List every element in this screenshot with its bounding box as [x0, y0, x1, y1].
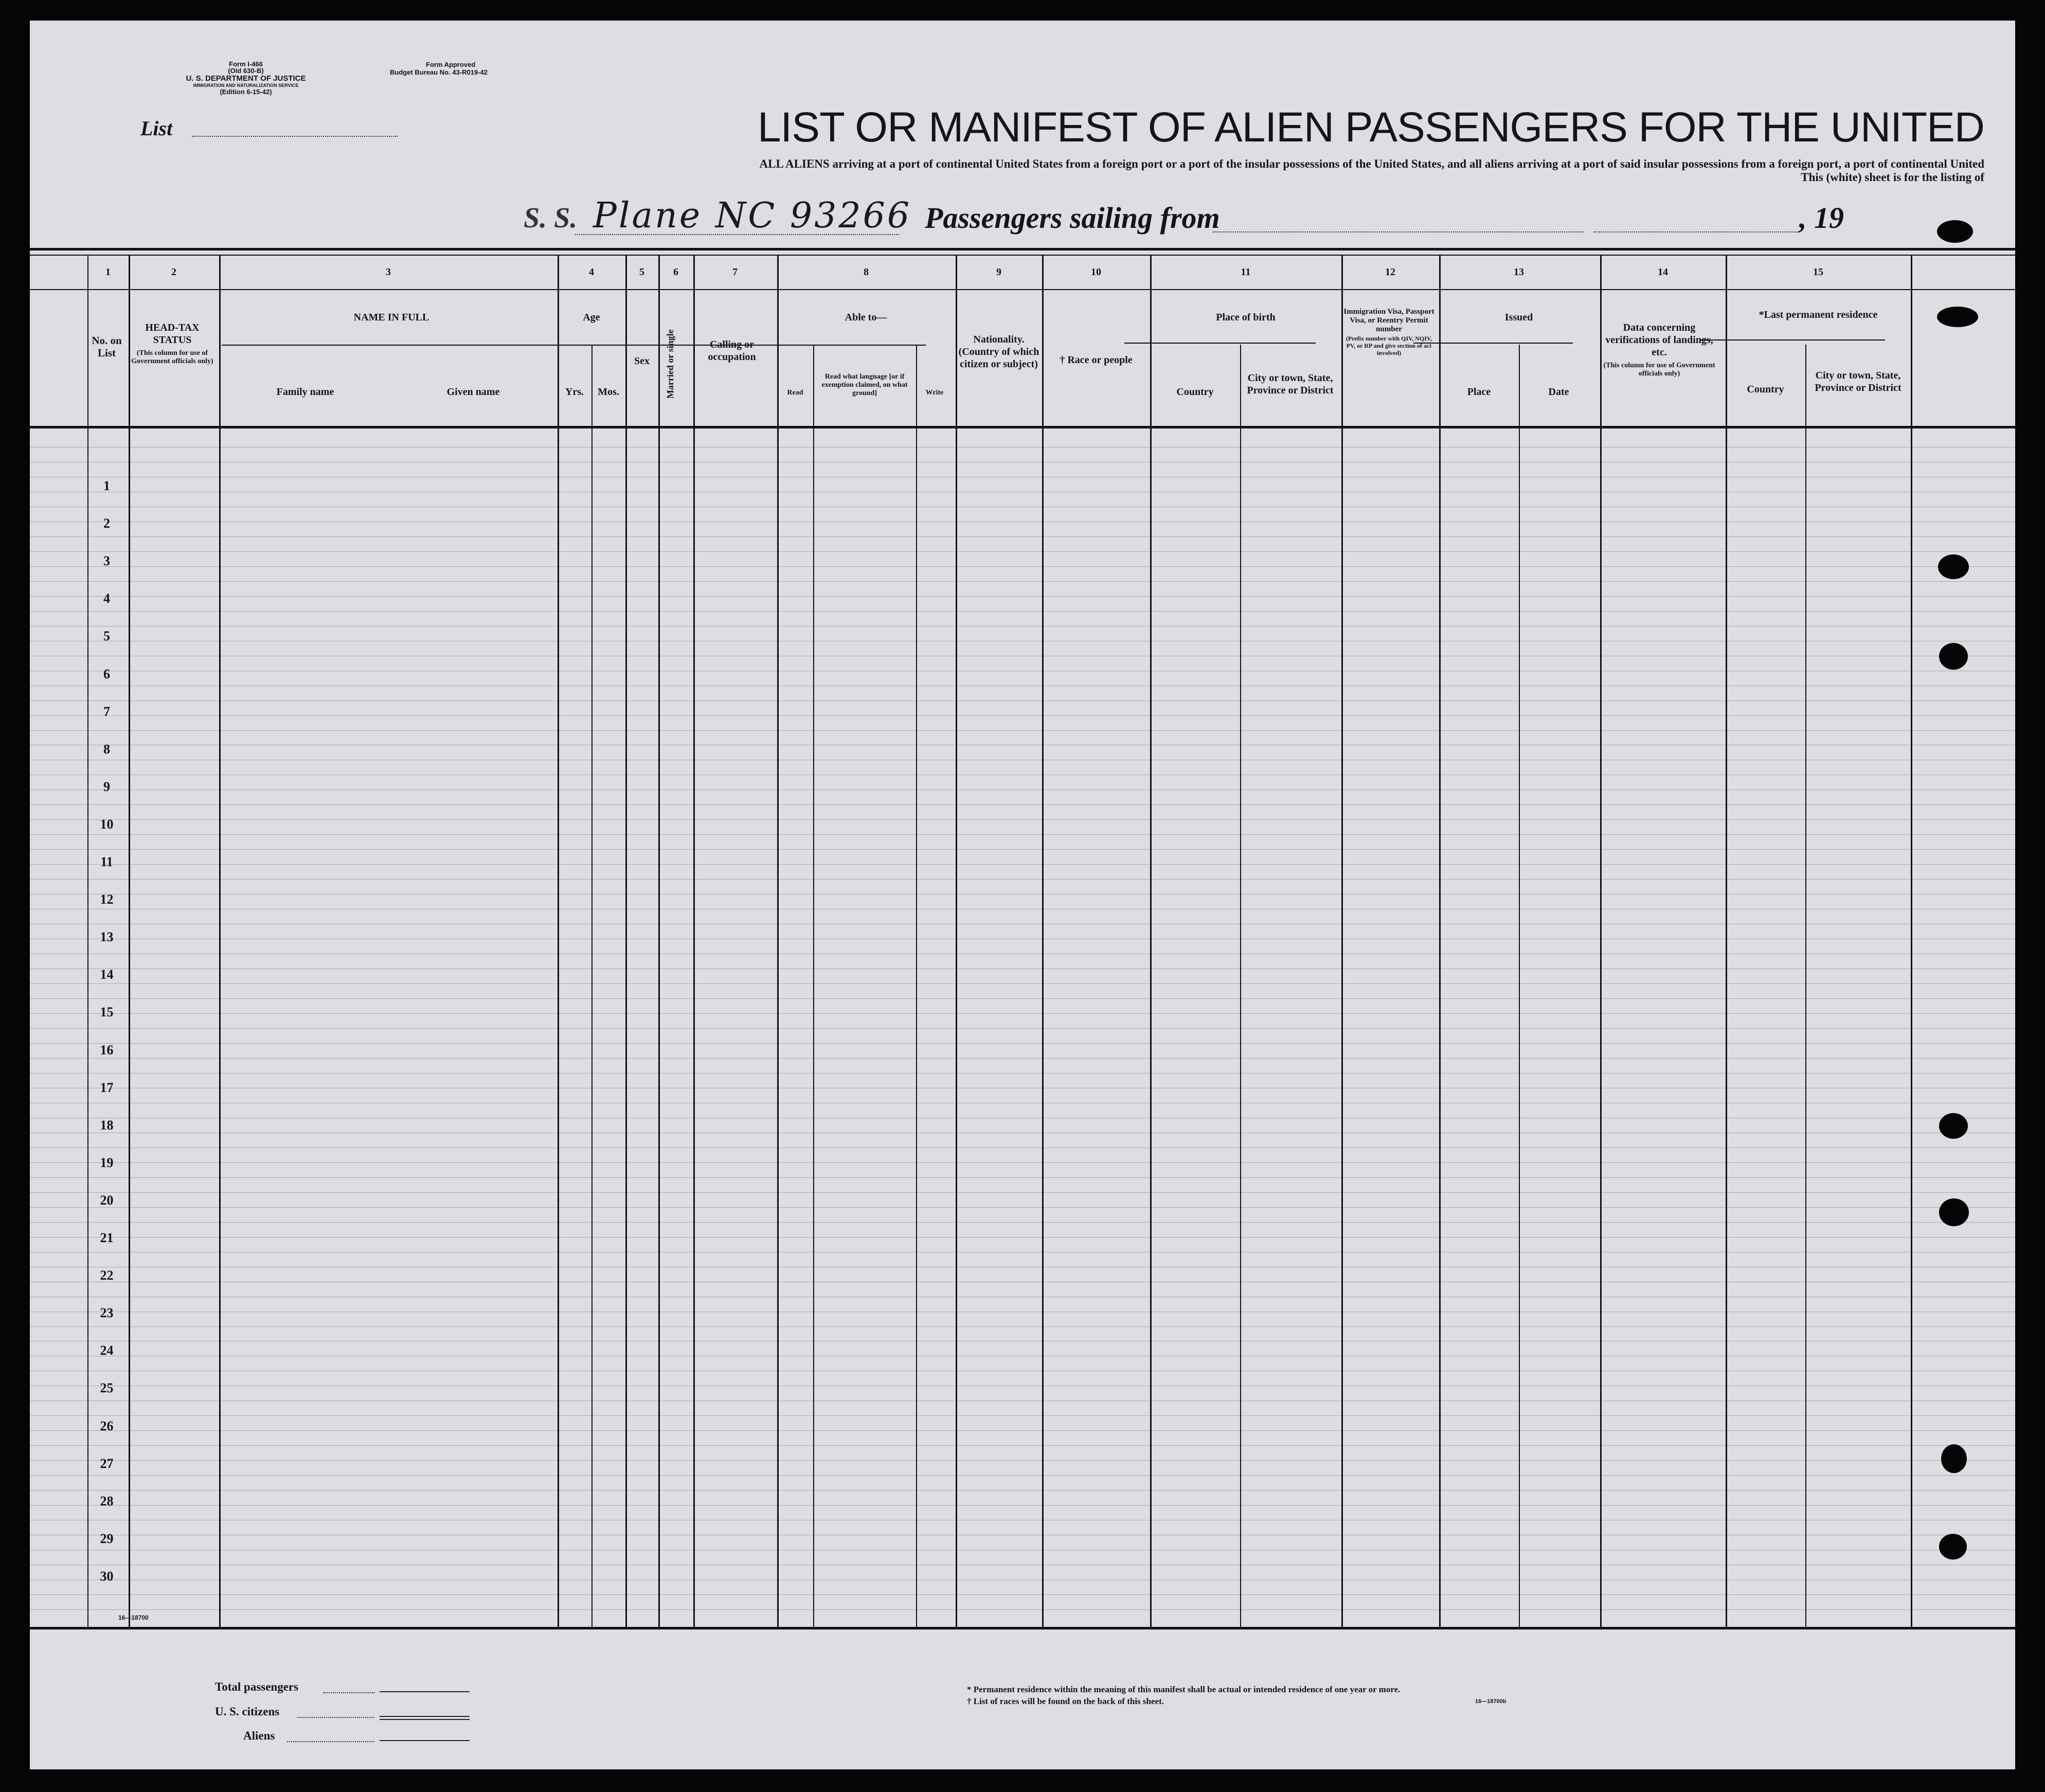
aliens-field[interactable] [380, 1740, 470, 1741]
column-number: 9 [996, 266, 1001, 278]
row-number: 13 [100, 929, 114, 945]
column-rule [1240, 345, 1241, 1628]
row-rule [30, 1013, 2015, 1014]
row-number: 18 [100, 1117, 114, 1133]
header-read: Read [787, 389, 803, 397]
row-rule [30, 730, 2015, 731]
row-rule [30, 1460, 2015, 1461]
table-bottom-rule [30, 1627, 2015, 1629]
punch-hole [1938, 554, 1969, 579]
header-bottom-rule [30, 426, 2015, 428]
header-married: Married or single [665, 329, 675, 399]
header-able-to: Able to— [845, 312, 887, 323]
header-res-city: City or town, State, Province or District [1815, 370, 1902, 393]
row-rule [30, 1237, 2015, 1238]
table-top-rule [30, 248, 2015, 250]
birth-header-rule [1124, 343, 1316, 344]
row-rule [30, 849, 2015, 850]
column-number: 13 [1514, 266, 1524, 278]
row-rule [30, 596, 2015, 597]
approval-block [390, 61, 544, 76]
row-rule [30, 566, 2015, 567]
row-rule [30, 1415, 2015, 1416]
row-number: 3 [103, 553, 110, 569]
row-number: 12 [100, 892, 114, 907]
department-name: U. S. DEPARTMENT OF JUSTICE [186, 74, 306, 83]
row-number: 24 [100, 1343, 114, 1358]
header-nationality: Nationality. (Country of which citizen or subject) [958, 334, 1039, 370]
header-sex: Sex [634, 355, 650, 367]
column-number: 11 [1241, 266, 1251, 278]
us-citizens-field[interactable] [380, 1716, 470, 1717]
column-rule [1600, 256, 1602, 1628]
aliens-label: Aliens [243, 1729, 275, 1742]
manifest-subtitle-line2: This (white) sheet is for the listing of [1801, 171, 1984, 184]
row-number: 17 [100, 1080, 114, 1095]
column-number: 12 [1385, 266, 1395, 278]
form-old-number: (Old 630-B) [228, 67, 264, 75]
header-write: Write [925, 389, 944, 397]
row-number: 6 [103, 666, 110, 682]
row-number: 2 [103, 516, 110, 531]
service-name: IMMIGRATION AND NATURALIZATION SERVICE [193, 83, 299, 88]
header-family-name: Family name [276, 386, 334, 398]
row-rule [30, 879, 2015, 880]
header-issued-place: Place [1467, 386, 1491, 398]
punch-hole [1939, 643, 1968, 670]
sailing-from-field[interactable] [1213, 231, 1583, 232]
us-citizens-label: U. S. citizens [215, 1705, 280, 1718]
row-rule [30, 1177, 2015, 1178]
row-number: 28 [100, 1493, 114, 1509]
row-number: 25 [100, 1381, 114, 1396]
column-number: 1 [105, 266, 111, 278]
manifest-sheet [30, 21, 2015, 1769]
form-edition: (Edition 6-15-42) [220, 88, 272, 96]
row-rule [30, 834, 2015, 835]
column-rule [1726, 256, 1727, 1628]
column-rule [1911, 256, 1912, 1628]
form-number: Form I-466 [229, 60, 263, 68]
header-birth-city: City or town, State, Province or District [1247, 372, 1334, 396]
column-rule [813, 345, 814, 1628]
row-number: 8 [103, 741, 110, 757]
column-rule [129, 256, 130, 1628]
table-top-thin-rule [30, 255, 2015, 256]
header-issued-date: Date [1548, 386, 1569, 398]
row-number: 4 [103, 591, 110, 606]
row-rule [30, 581, 2015, 582]
us-citizens-leader [297, 1717, 374, 1718]
header-place-of-birth: Place of birth [1216, 312, 1276, 323]
row-number: 14 [100, 967, 114, 982]
row-rule [30, 536, 2015, 537]
header-verification: Data concerning verifications of landings, etc. [1605, 322, 1713, 358]
row-number: 16 [100, 1042, 114, 1058]
column-rule [658, 256, 660, 1628]
row-rule [30, 611, 2015, 612]
column-rule [1150, 256, 1152, 1628]
column-number: 5 [639, 266, 644, 278]
year-prefix: , 19 [1799, 201, 1844, 235]
able-header-rule [751, 345, 926, 346]
row-rule [30, 1222, 2015, 1223]
header-no-on-list: No. on List [92, 334, 122, 359]
header-read-language: Read what language [or if exemption claimed, on what ground] [821, 373, 908, 397]
budget-number: Budget Bureau No. 43-R019-42 [390, 68, 488, 76]
total-passengers-field[interactable] [380, 1691, 470, 1692]
header-issued: Issued [1504, 312, 1533, 323]
row-rule [30, 1505, 2015, 1506]
column-rule [1042, 256, 1044, 1628]
row-rule [30, 1162, 2015, 1163]
footnote-races: † List of races will be found on the back of this sheet. [967, 1696, 1164, 1706]
row-number: 30 [100, 1569, 114, 1584]
punch-hole [1939, 1534, 1967, 1560]
header-verification-block [1600, 321, 1718, 378]
form-approved: Form Approved [426, 61, 476, 68]
row-rule [30, 1490, 2015, 1491]
header-name-in-full: NAME IN FULL [353, 312, 429, 323]
column-rule [1519, 345, 1520, 1628]
header-age: Age [583, 312, 600, 323]
form-info-block [143, 61, 349, 95]
row-number: 10 [100, 816, 114, 832]
punch-hole [1939, 1113, 1968, 1139]
row-rule [30, 1028, 2015, 1029]
header-head-tax: HEAD-TAX STATUS [145, 322, 200, 346]
header-head-tax-block [129, 321, 216, 366]
column-rule [219, 256, 221, 1628]
column-rule [558, 256, 559, 1628]
row-number: 9 [103, 779, 110, 794]
header-last-residence: *Last permanent residence [1759, 309, 1878, 320]
residence-header-rule [1700, 339, 1885, 341]
column-rule [916, 345, 917, 1628]
row-rule [30, 819, 2015, 820]
row-rule [30, 1445, 2015, 1446]
column-rule [1439, 256, 1441, 1628]
row-rule [30, 551, 2015, 552]
header-verification-note: (This column for use of Government officials only) [1603, 362, 1715, 378]
row-number: 27 [100, 1456, 114, 1471]
header-head-tax-note: (This column for use of Government officials only) [131, 349, 213, 365]
row-rule [30, 1594, 2015, 1595]
column-number: 3 [386, 266, 391, 278]
row-number: 1 [103, 478, 110, 493]
row-number: 15 [100, 1005, 114, 1020]
column-number: 14 [1658, 266, 1668, 278]
row-number: 26 [100, 1418, 114, 1433]
column-number-rule [30, 289, 2015, 290]
row-number: 21 [100, 1230, 114, 1246]
row-rule [30, 715, 2015, 716]
row-rule [30, 998, 2015, 999]
row-rule [30, 1192, 2015, 1193]
column-rule [1805, 345, 1806, 1628]
form-code: 16—18700 [118, 1614, 149, 1621]
row-rule [30, 1058, 2015, 1059]
row-rule [30, 1430, 2015, 1431]
column-number: 7 [732, 266, 738, 278]
row-number: 23 [100, 1305, 114, 1321]
header-race: † Race or people [1060, 354, 1133, 366]
vessel-handwritten-name: Plane NC 93266 [593, 195, 912, 236]
header-calling: Calling or occupation [708, 339, 756, 363]
row-number: 11 [100, 854, 113, 870]
column-number: 10 [1091, 266, 1101, 278]
row-rule [30, 1043, 2015, 1044]
header-visa: Immigration Visa, Passport Visa, or Reentry Permit number [1343, 308, 1434, 333]
issued-header-rule [1413, 343, 1573, 344]
punch-hole [1937, 307, 1978, 327]
column-number: 8 [864, 266, 869, 278]
row-rule [30, 983, 2015, 984]
row-number: 5 [103, 629, 110, 644]
row-rule [30, 1609, 2015, 1610]
row-number: 7 [103, 704, 110, 719]
row-number: 29 [100, 1531, 114, 1546]
list-label: List [140, 117, 173, 140]
column-number: 15 [1813, 266, 1823, 278]
row-rule [30, 1207, 2015, 1208]
ss-label: S. S. [524, 202, 578, 234]
manifest-title: LIST OR MANIFEST OF ALIEN PASSENGERS FOR THE UNITED [757, 104, 1984, 151]
total-passengers-leader [323, 1692, 374, 1693]
header-yrs: Yrs. [565, 386, 584, 398]
header-visa-block [1341, 308, 1437, 356]
column-rule [777, 256, 779, 1628]
row-rule [30, 864, 2015, 865]
row-number: 22 [100, 1268, 114, 1283]
header-res-country: Country [1747, 384, 1784, 395]
header-visa-note: (Prefix number with QIV, NQIV, PV, or RP and give section of act involved) [1346, 335, 1432, 356]
column-rule [693, 256, 695, 1628]
column-number: 4 [589, 266, 594, 278]
column-rule [1341, 256, 1343, 1628]
header-birth-country: Country [1176, 386, 1214, 398]
column-rule [625, 256, 627, 1628]
sailing-date-field[interactable] [1593, 231, 1799, 232]
list-field[interactable] [192, 136, 398, 137]
column-rule [956, 256, 957, 1628]
header-mos: Mos. [598, 386, 619, 398]
row-rule [30, 804, 2015, 805]
footnote-code: 16—18700b [1475, 1698, 1506, 1705]
punch-hole [1939, 1198, 1969, 1226]
us-citizens-double-rule [380, 1719, 470, 1720]
total-passengers-label: Total passengers [215, 1680, 299, 1693]
row-number: 19 [100, 1155, 114, 1170]
column-number: 2 [171, 266, 176, 278]
row-number: 20 [100, 1192, 114, 1208]
row-rule [30, 1475, 2015, 1476]
aliens-leader [287, 1741, 374, 1742]
punch-hole [1941, 1444, 1967, 1473]
punch-hole [1937, 220, 1973, 243]
sailing-from-label: Passengers sailing from [925, 201, 1220, 235]
header-given-name: Given name [446, 386, 500, 398]
column-rule [591, 345, 593, 1628]
footnote-residence: * Permanent residence within the meaning of this manifest shall be actual or intended residence of one year or more. [967, 1685, 1401, 1694]
manifest-subtitle-line1: ALL ALIENS arriving at a port of continental United States from a foreign port or a port of the insular possessions of the United States, and all aliens arriving at a port of said insular possessions from a foreign port, a port of continental United [759, 157, 1984, 170]
column-number: 6 [673, 266, 678, 278]
